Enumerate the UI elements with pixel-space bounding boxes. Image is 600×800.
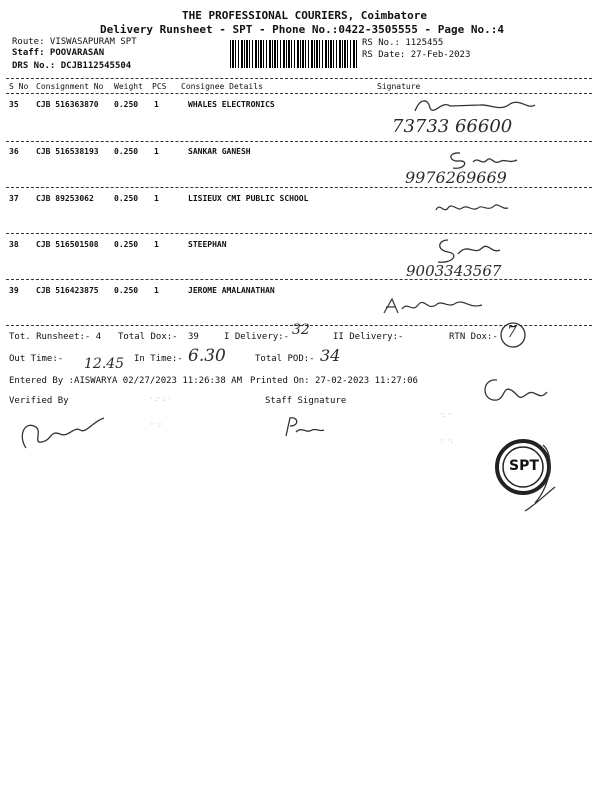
total-pod-handwritten: 34 xyxy=(320,346,341,365)
total-dox-value: 39 xyxy=(188,332,199,342)
row-signature-phone: 9976269669 xyxy=(405,168,507,187)
bleed-through-mark: ·: ·· xyxy=(440,410,453,419)
row-consignment: CJB 516501508 xyxy=(36,240,99,249)
rs-number: RS No.: 1125455 xyxy=(362,38,444,48)
rs-date: RS Date: 27-Feb-2023 xyxy=(362,50,471,60)
column-header-consignment: Consignment No xyxy=(36,82,104,91)
rtn-dox-label: RTN Dox:- xyxy=(449,332,498,342)
row-consignment: CJB 516423875 xyxy=(36,286,99,295)
row-consignee: WHALES ELECTRONICS xyxy=(188,100,275,109)
ii-delivery-label: II Delivery:- xyxy=(333,332,404,342)
row-consignee: LISIEUX CMI PUBLIC SCHOOL xyxy=(188,194,309,203)
column-header-weight: Weight xyxy=(114,82,143,91)
runsheet-title: Delivery Runsheet - SPT - Phone No.:0422-3505555 - Page No.:4 xyxy=(100,23,504,36)
drs-number: DRS No.: DCJB112545504 xyxy=(12,61,132,71)
table-top-rule xyxy=(6,78,592,79)
row-pcs: 1 xyxy=(154,286,159,295)
bleed-through-mark: ·· :· xyxy=(150,420,163,429)
staff-label: Staff: POOVARASAN xyxy=(12,48,105,58)
row-consignment: CJB 516538193 xyxy=(36,147,99,156)
row-pcs: 1 xyxy=(154,194,159,203)
row-sno: 38 xyxy=(9,240,19,249)
row-consignment: CJB 89253062 xyxy=(36,194,94,203)
row-rule xyxy=(6,141,592,142)
row-weight: 0.250 xyxy=(114,100,139,109)
signature-scribble xyxy=(410,96,560,118)
company-title: THE PROFESSIONAL COURIERS, Coimbatore xyxy=(182,9,428,22)
out-time-label: Out Time:- xyxy=(9,354,64,364)
stamp-area-signature xyxy=(475,372,555,412)
signature-scribble xyxy=(432,196,522,218)
row-sno: 36 xyxy=(9,147,19,156)
route-label: Route: VISWASAPURAM SPT xyxy=(12,37,137,47)
row-pcs: 1 xyxy=(154,147,159,156)
row-consignee: JEROME AMALANATHAN xyxy=(188,286,275,295)
spt-stamp xyxy=(485,425,575,525)
printed-on: Printed On: 27-02-2023 11:27:06 xyxy=(250,376,418,386)
bleed-through-mark: :· ·: xyxy=(440,436,454,445)
row-weight: 0.250 xyxy=(114,194,139,203)
row-sno: 39 xyxy=(9,286,19,295)
total-dox-label: Total Dox:- xyxy=(118,332,178,342)
bleed-through-mark: · :· : · xyxy=(150,394,171,403)
column-header-signature: Signature xyxy=(377,82,421,91)
row-consignee: SANKAR GANESH xyxy=(188,147,251,156)
barcode xyxy=(230,40,358,68)
entered-by: Entered By :AISWARYA 02/27/2023 11:26:38 AM xyxy=(9,376,242,386)
row-rule xyxy=(6,233,592,234)
in-time-handwritten: 6.30 xyxy=(188,346,226,366)
column-header-sno: S No xyxy=(9,82,29,91)
row-weight: 0.250 xyxy=(114,240,139,249)
row-rule xyxy=(6,187,592,188)
row-signature-phone: 73733 66600 xyxy=(392,116,513,137)
i-delivery-label: I Delivery:- xyxy=(224,332,290,342)
tot-runsheet: Tot. Runsheet:- 4 xyxy=(9,332,102,342)
row-rule xyxy=(6,279,592,280)
row-consignee: STEEPHAN xyxy=(188,240,227,249)
column-header-consignee: Consignee Details xyxy=(181,82,263,91)
row-signature-phone: 9003343567 xyxy=(406,262,502,280)
verified-by-signature xyxy=(14,408,114,458)
row-weight: 0.250 xyxy=(114,147,139,156)
row-consignment: CJB 516363870 xyxy=(36,100,99,109)
row-weight: 0.250 xyxy=(114,286,139,295)
column-header-pcs: PCS xyxy=(152,82,167,91)
staff-signature-mark xyxy=(280,412,330,442)
spt-stamp-label: SPT xyxy=(509,458,539,474)
signature-scribble xyxy=(378,293,508,319)
out-time-handwritten: 12.45 xyxy=(84,356,125,372)
rtn-dox-handwritten: 7 xyxy=(507,323,517,341)
row-pcs: 1 xyxy=(154,240,159,249)
in-time-label: In Time:- xyxy=(134,354,183,364)
verified-by-label: Verified By xyxy=(9,396,69,406)
row-pcs: 1 xyxy=(154,100,159,109)
staff-signature-label: Staff Signature xyxy=(265,396,347,406)
total-pod-label: Total POD:- xyxy=(255,354,315,364)
row-sno: 37 xyxy=(9,194,19,203)
i-delivery-handwritten: 32 xyxy=(292,322,310,338)
row-sno: 35 xyxy=(9,100,19,109)
header-rule xyxy=(6,93,592,94)
